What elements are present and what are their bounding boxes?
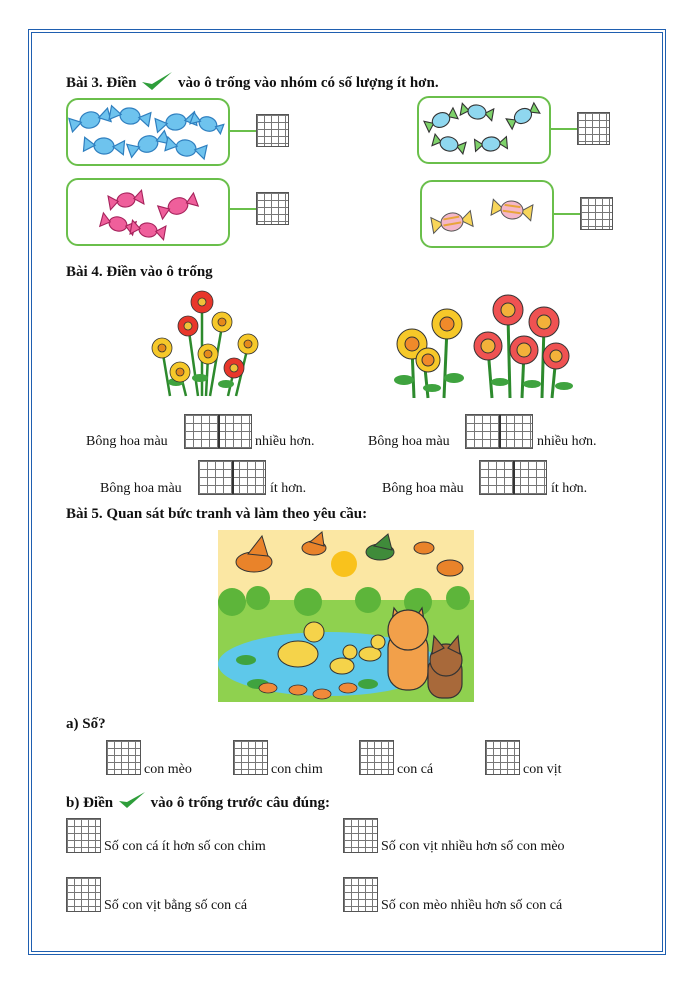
label-con-vit: con vịt <box>523 762 562 777</box>
label-con-ca: con cá <box>397 762 434 777</box>
candy-group-pink <box>66 178 230 246</box>
yellow-candies-icon <box>422 182 552 246</box>
answer-box-duck-count[interactable] <box>485 740 520 775</box>
candy-group-green <box>417 96 551 164</box>
statement-3: Số con vịt bằng số con cá <box>104 898 248 913</box>
bai4-row1-left-suffix: nhiều hơn. <box>255 434 315 449</box>
answer-box-pink[interactable] <box>256 192 289 225</box>
answer-box-statement-2[interactable] <box>343 818 378 853</box>
statement-4: Số con mèo nhiều hơn số con cá <box>381 898 563 913</box>
bai4-row2-left-suffix: ít hơn. <box>270 481 307 496</box>
bai4-row2-right: Bông hoa màu <box>382 481 464 496</box>
statement-1: Số con cá ít hơn số con chim <box>104 839 266 854</box>
candy-group-yellow <box>420 180 554 248</box>
connector-line <box>551 128 577 130</box>
bai5-a-title: a) Số? <box>66 716 106 732</box>
bai4-row1-left: Bông hoa màu <box>86 434 168 449</box>
answer-box-color[interactable] <box>465 414 533 449</box>
statement-2: Số con vịt nhiều hơn số con mèo <box>381 839 565 854</box>
answer-box-statement-1[interactable] <box>66 818 101 853</box>
flowers-yellow-pink-icon <box>392 288 582 404</box>
bai4-row2-right-suffix: ít hơn. <box>551 481 588 496</box>
answer-box-statement-4[interactable] <box>343 877 378 912</box>
bai4-title: Bài 4. Điền vào ô trống <box>66 264 213 280</box>
green-candies-icon <box>419 98 549 162</box>
bai4-row2-left: Bông hoa màu <box>100 481 182 496</box>
answer-box-color[interactable] <box>184 414 252 449</box>
answer-box-statement-3[interactable] <box>66 877 101 912</box>
answer-box-yellow[interactable] <box>580 197 613 230</box>
answer-box-bird-count[interactable] <box>233 740 268 775</box>
blue-candies-icon <box>68 100 228 164</box>
answer-box-fish-count[interactable] <box>359 740 394 775</box>
label-con-meo: con mèo <box>144 762 192 777</box>
checkmark-icon <box>140 70 174 92</box>
bai5-b-title: b) Điền vào ô trống trước câu đúng: <box>66 790 330 812</box>
answer-box-blue[interactable] <box>256 114 289 147</box>
candy-group-blue <box>66 98 230 166</box>
connector-line <box>230 130 256 132</box>
answer-box-color[interactable] <box>479 460 547 495</box>
bai4-row1-right: Bông hoa màu <box>368 434 450 449</box>
connector-line <box>230 208 256 210</box>
answer-box-color[interactable] <box>198 460 266 495</box>
bai4-row1-right-suffix: nhiều hơn. <box>537 434 597 449</box>
label-con-chim: con chim <box>271 762 323 777</box>
answer-box-green[interactable] <box>577 112 610 145</box>
answer-box-cat-count[interactable] <box>106 740 141 775</box>
checkmark-icon <box>117 790 147 810</box>
pond-scene-illustration <box>218 530 474 702</box>
connector-line <box>554 213 580 215</box>
bai5-title: Bài 5. Quan sát bức tranh và làm theo yêu cầu: <box>66 506 368 522</box>
flowers-red-yellow-icon <box>140 286 270 406</box>
bai3-title: Bài 3. Điền vào ô trống vào nhóm có số lượng ít hơn. <box>66 70 439 92</box>
pink-candies-icon <box>68 180 228 244</box>
